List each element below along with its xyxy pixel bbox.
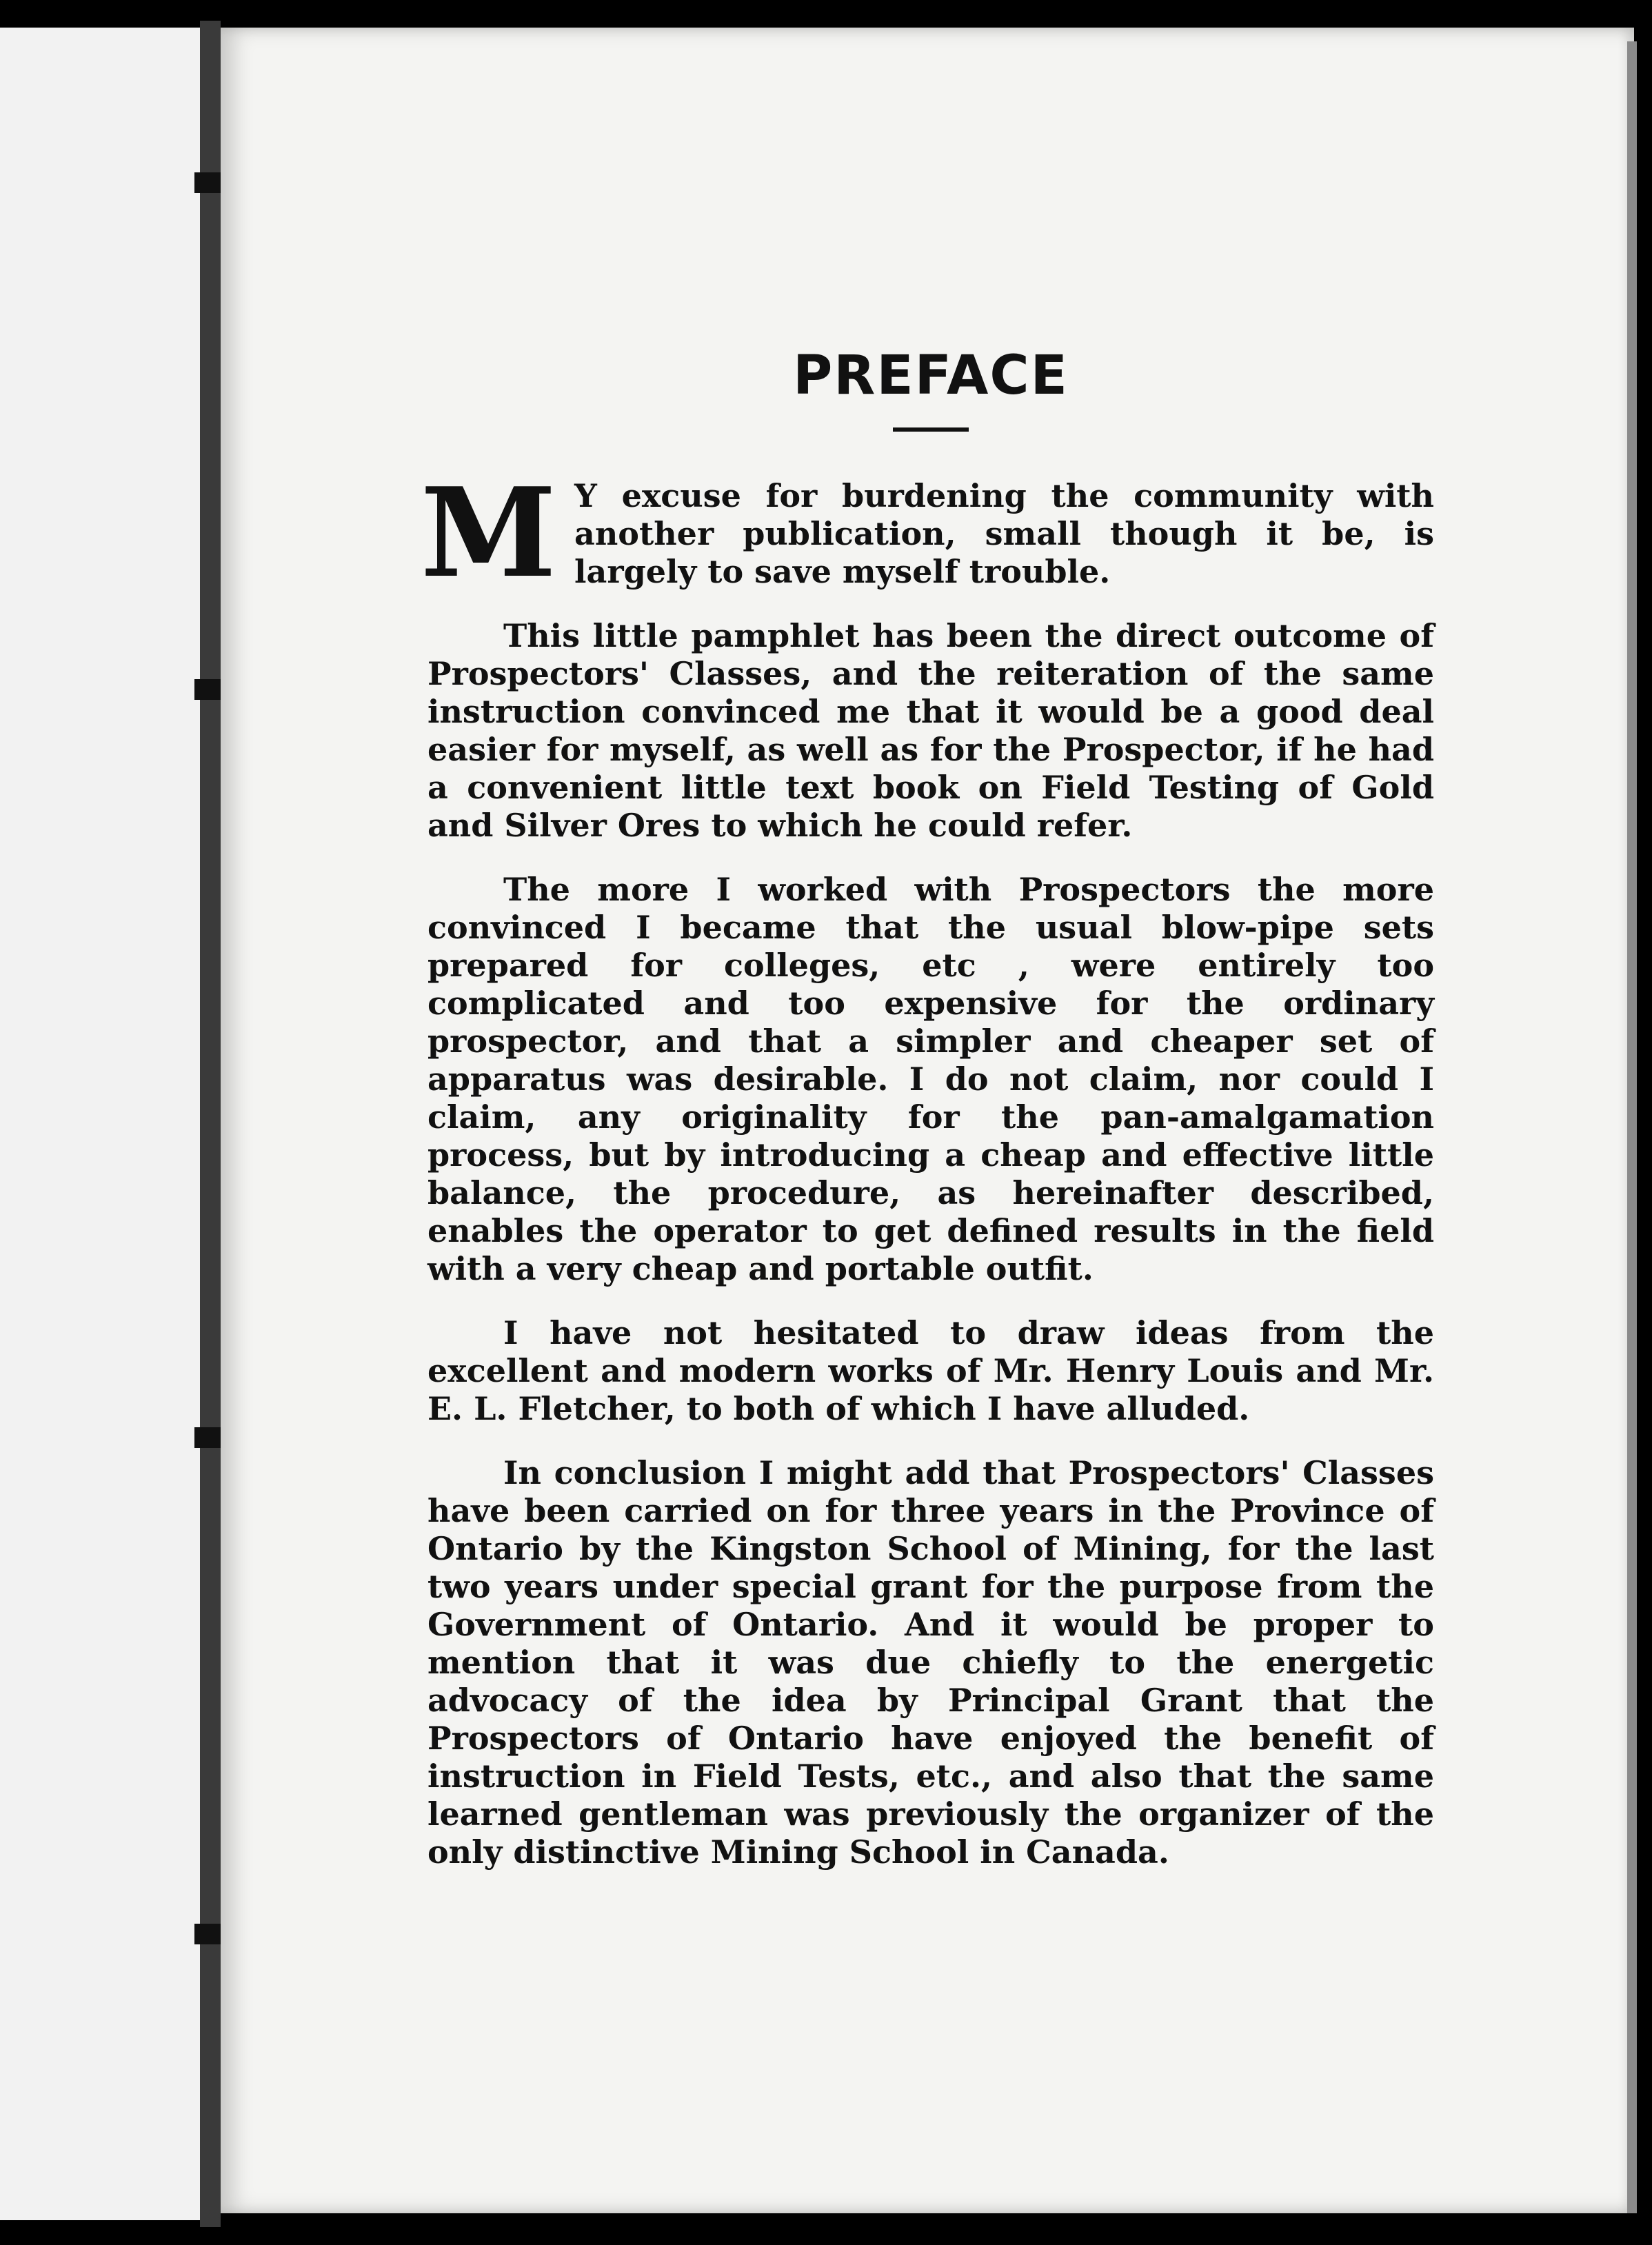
paragraph-2: This little pamphlet has been the direct outcome of Prospectors' Classes, and the reiteration of the same instruction convinced me that it would be a good deal easier for myself, as well as for the Prospector, if he had a convenient little text book on Field Testing of Gold and Silver Ores to which he could refer. (427, 617, 1434, 844)
preface-page (221, 28, 1634, 2213)
paragraph-4: I have not hesitated to draw ideas from the excellent and modern works of Mr. Henry Louis and Mr. E. L. Fletcher, to both of which I have alluded. (427, 1314, 1434, 1427)
page-title: PREFACE (793, 345, 1069, 407)
drop-cap: M (421, 461, 557, 605)
binding-stitch (194, 1427, 222, 1448)
paragraph-3: The more I worked with Prospectors the more convinced I became that the usual blow-pipe sets prepared for colleges, etc , were entirely too complicated and too expensive for the ordinary prospector, and that a simpler and cheaper set of apparatus was desirable. I do not claim, nor could I claim, any originality for the pan-amalgamation process, but by introducing a cheap and effective little balance, the procedure, as hereinafter described, enables the operator to get defined results in the field with a very cheap and portable outfit. (427, 871, 1434, 1287)
binding-stitch (194, 1924, 222, 1944)
page-edge (1627, 41, 1637, 2213)
book-binding (200, 21, 221, 2227)
binding-stitch (194, 172, 222, 193)
paragraph-1 (421, 461, 1434, 605)
title-rule (893, 427, 969, 432)
page-content (421, 303, 1434, 1897)
previous-page-blank (0, 28, 204, 2220)
binding-stitch (194, 679, 222, 700)
paragraph-5: In conclusion I might add that Prospectors' Classes have been carried on for three years in the Province of Ontario by the Kingston School of Mining, for the last two years under special grant for the purpose from the Government of Ontario. And it would be proper to mention that it was due chiefly to the energetic advocacy of the idea by Principal Grant that the Prospectors of Ontario have enjoyed the benefit of instruction in Field Tests, etc., and also that the same learned gentleman was previously the organizer of the only distinctive Mining School in Canada. (427, 1454, 1434, 1871)
paragraph-1-text: Y excuse for burdening the community with another publication, small though it be, is largely to save myself trouble. (574, 477, 1434, 590)
